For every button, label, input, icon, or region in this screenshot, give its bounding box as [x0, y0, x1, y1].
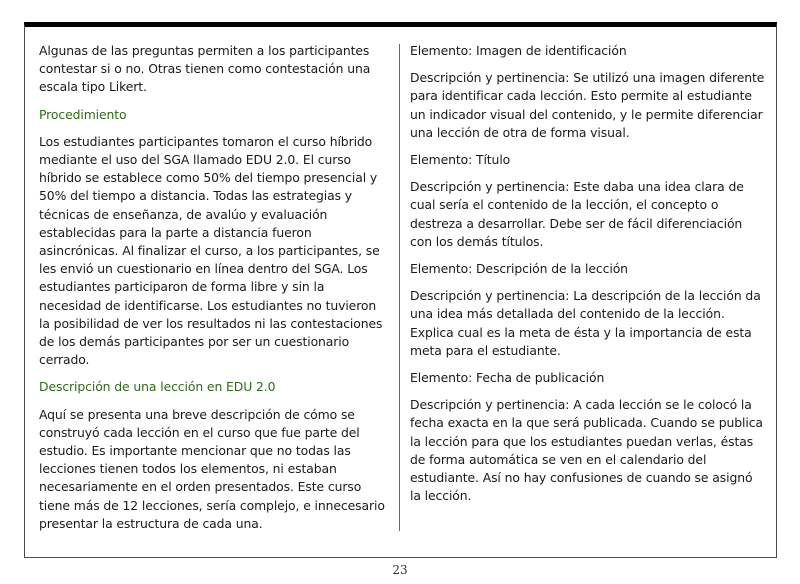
heading-lesson-description: Descripción de una lección en EDU 2.0: [39, 379, 276, 395]
element-desc-date: Descripción y pertinencia: A cada lección se le colocó la fecha exacta en la que será publicada. Cuando se publica la lección para que los estudiantes puedan verlas, éstas de forma automática se ven en el calendario del estudiante. Así no hay confusiones de cuando se asignó la lección.: [410, 397, 763, 504]
element-title-date: Elemento: Fecha de publicación: [410, 370, 605, 386]
paragraph-lesson-intro: Aquí se presenta una breve descripción de cómo se construyó cada lección en el curso que fue parte del estudio. Es importante mencionar que no todas las lecciones tienen todos los elementos, ni estaban necesariamente en el orden presentados. Este curso tiene más de 12 lecciones, sería complejo, e innecesario presentar la estructura de cada una.: [39, 406, 385, 531]
element-title-image: Elemento: Imagen de identificación: [410, 43, 627, 58]
element-title-description: Elemento: Descripción de la lección: [410, 261, 628, 277]
right-column: [410, 42, 766, 514]
element-desc-image: Descripción y pertinencia: Se utilizó una imagen diferente para identificar cada lección. Esto permite al estudiante un indicador visual del contenido, y le permite diferenciar una lección de otra de forma visual.: [410, 70, 765, 140]
element-desc-title: Descripción y pertinencia: Este daba una idea clara de cual sería el contenido de la lección, el concepto o destreza a desarrollar. Debe ser de fácil diferenciación con los demás títulos.: [410, 179, 744, 249]
paragraph-scale-intro: Algunas de las preguntas permiten a los participantes contestar si o no. Otras tienen como contestación una escala tipo Likert.: [39, 43, 371, 95]
element-desc-description: Descripción y pertinencia: La descripción de la lección da una idea más detallada del contenido de la lección. Explica cual es la meta de ésta y la importancia de esta meta para el estudiante.: [410, 288, 761, 358]
paragraph-procedure: Los estudiantes participantes tomaron el curso híbrido mediante el uso del SGA llamado EDU 2.0. El curso híbrido se establece como 50% del tiempo presencial y 50% del tiempo a distancia. Todas las estrategias y técnicas de enseñanza, de avalúo y evaluación establecidas para la parte a distancia fueron asincrónicas. Al finalizar el curso, a los participantes, se les envió un cuestionario en línea dentro del SGA. Los estudiantes participaron de forma libre y sin la necesidad de identificarse. Los estudiantes no tuvieron la posibilidad de ver los resultados ni las contestaciones de los demás participantes por ser un cuestionario cerrado.: [39, 133, 383, 368]
left-column: [39, 42, 389, 542]
element-title-title: Elemento: Título: [410, 152, 511, 168]
page-number: 23: [392, 563, 408, 577]
heading-procedimiento: Procedimiento: [39, 106, 127, 122]
column-divider: [399, 44, 400, 531]
